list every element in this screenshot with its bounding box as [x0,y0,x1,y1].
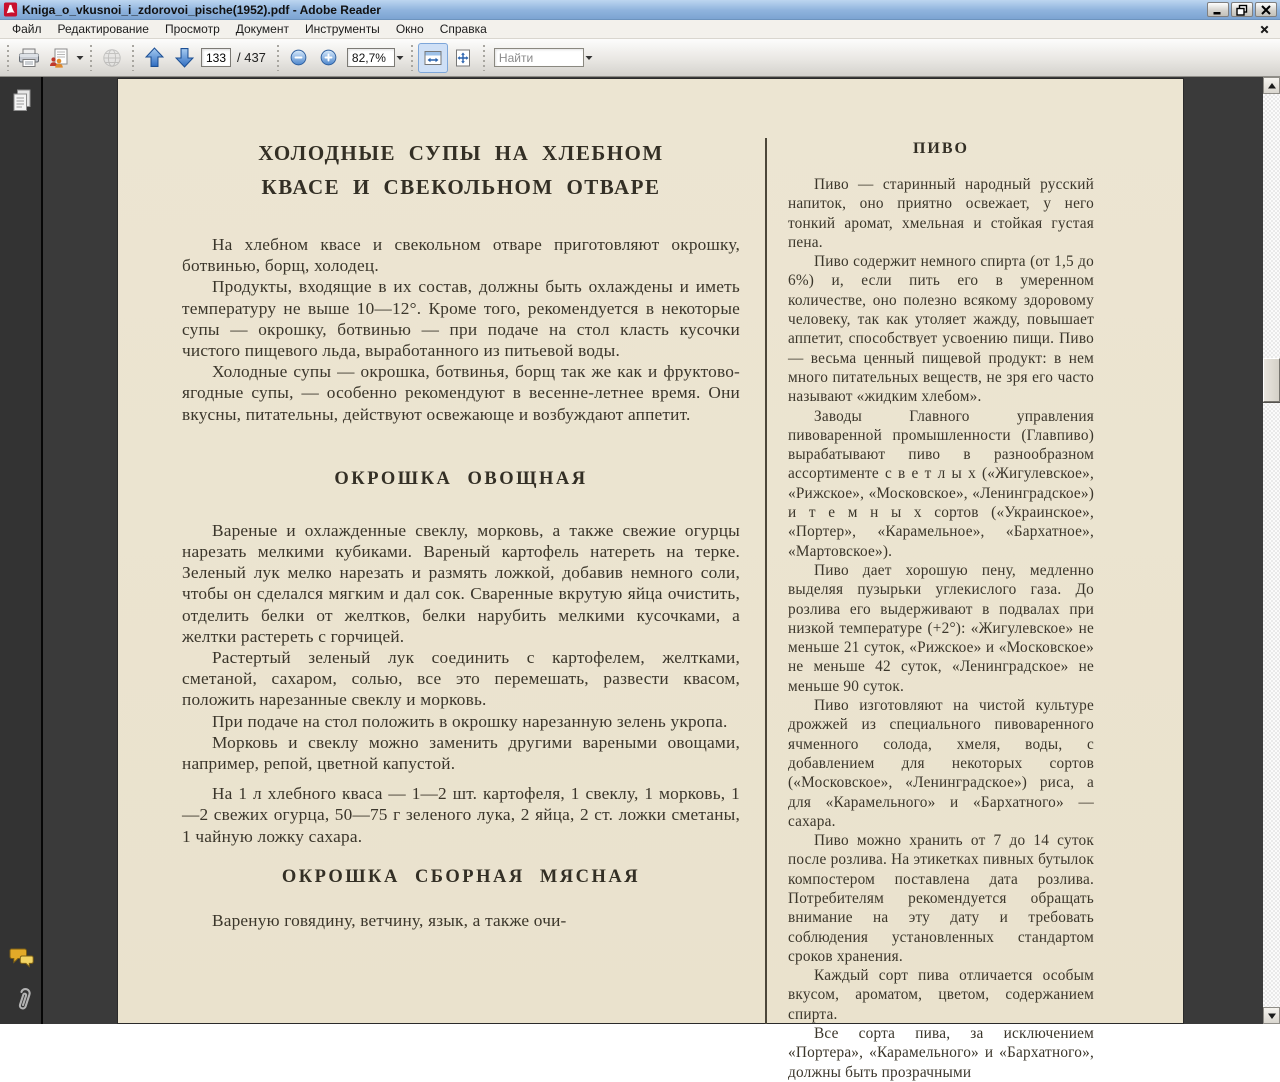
arrow-down-icon [175,47,194,68]
scroll-down-button[interactable] [1263,1007,1280,1024]
close-icon [1259,4,1273,16]
paragraph: При подаче на стол положить в окрошку нарезанную зелень укропа. [212,711,728,731]
toolbar-separator [131,45,135,71]
paragraph: Вареную говядину, ветчину, язык, а также очи- [212,910,567,930]
paragraph: Вареные и охлажденные свеклу, морковь, а также свежие огурцы нарезать мелкими кубиками. Вареный картофель натереть на терке. Зеленый лук мелко нарезать и размять ложкой, добавив немного соли, чтобы он сделался мягким и дал сок. Сваренные вкрутую яйца очистить, отделить белки от желтков, белки нарубить мелкими кусочками, а желтки растереть с горчицей. [182,520,740,646]
find-input[interactable] [494,48,584,67]
toolbar-separator [410,45,414,71]
toolbar-separator [276,45,280,71]
page-number-input[interactable] [201,48,231,67]
pages-panel-button[interactable] [8,87,36,115]
toolbar-separator [89,45,93,71]
previous-page-button[interactable] [139,43,169,73]
zoom-out-icon [290,49,307,66]
menu-item-help[interactable]: Справка [439,22,487,36]
restore-button[interactable] [1231,2,1253,17]
article-heading-cold-soups: ХОЛОДНЫЕ СУПЫ НА ХЛЕБНОМ КВАСЕ И СВЕКОЛЬНОМ ОТВАРЕ [258,141,664,199]
pdf-page [117,78,1184,1081]
comments-panel-button[interactable] [8,944,36,972]
collaborate-dropdown-chevron-icon[interactable] [74,44,85,72]
paragraph: Холодные супы — окрошка, ботвинья, борщ так же как и фруктово-ягодные супы, — особенно рекомендуют в весенне-летнее время. Они вкусны, питательны, действуют освежающе и возбуждают аппетит. [182,362,740,424]
menu-item-document[interactable]: Документ [235,22,289,36]
main-area [0,77,1280,1081]
menu-item-edit[interactable]: Редактирование [57,22,149,36]
restore-icon [1235,4,1249,16]
print-button[interactable] [14,43,44,73]
minimize-icon [1211,4,1225,16]
paragraph: Все сорта пива, за исключением «Портера», «Карамельного» и «Бархатного», должны быть прозрачными [788,1025,1094,1081]
paperclip-icon [6,983,37,1017]
pages-icon [11,88,33,114]
document-viewport[interactable] [43,77,1263,1081]
zoom-dropdown-chevron-icon[interactable] [395,44,406,72]
zoom-in-icon [320,49,337,66]
page-total-label: / 437 [237,50,266,65]
adobe-reader-app-icon[interactable] [3,2,18,17]
article-heading-beer: ПИВО [912,140,969,157]
scrollbar-thumb[interactable] [1263,358,1280,402]
title-bar [0,0,1280,20]
recipe-heading-okroshka-meat: ОКРОШКА СБОРНАЯ МЯСНАЯ [281,866,641,887]
window-title: Kniga_o_vkusnoi_i_zdorovoi_pische(1952).pdf - Adobe Reader [22,2,381,17]
vertical-scrollbar [1263,77,1280,1024]
find-toolbar [494,44,595,72]
toolbar [0,39,1280,77]
find-dropdown-chevron-icon[interactable] [584,44,595,72]
next-page-button[interactable] [169,43,199,73]
scroll-up-arrow-icon [1267,82,1277,90]
paragraph: Пиво содержит немного спирта (от 1,5 до 6%) и, если пить его в умеренном количестве, оно полезно всякому здоровому человеку, так как утоляет жажду, повышает аппетит, способствует усвоению пищи. Пиво — весьма ценный пищевой продукт: в нем много питательных веществ, не зря его часто называют «жидким хлебом». [788,253,1094,406]
pdf-right-column [788,140,1094,1082]
printer-icon [18,48,40,68]
fit-page-icon [454,49,472,67]
arrow-up-icon [145,47,164,68]
toolbar-grip [6,45,10,71]
fit-page-button[interactable] [448,43,478,73]
comments-icon [9,947,35,969]
paragraph: Продукты, входящие в их состав, должны быть охлаждены и иметь температуру не выше 10—12°. Кроме того, рекомендуется в некоторые супы — окрошку, ботвинью — при подаче на стол класть кусочки чистого пищевого льда, выработанного из питьевой воды. [182,277,740,361]
zoom-level-value: 82,7% [347,48,395,67]
paragraph: Растертый зеленый лук соединить с картофелем, желтками, сметаной, сахаром, солью, все это перемешать, развести квасом, положить нарезанные свеклу и морковь. [182,648,740,710]
menu-bar [0,20,1280,39]
zoom-level-select[interactable] [347,44,406,72]
toolbar-separator [482,45,486,71]
paragraph: Пиво можно хранить от 7 до 14 суток после розлива. На этикетках пивных бутылок компостером поставлена дата розлива. Потребителям рекомендуется обращать внимание на эту дату и требовать соблюдения установленных стандартом сроков хранения. [788,832,1094,965]
navigation-panel [0,77,43,1024]
collaborate-button[interactable] [44,43,74,73]
scroll-down-arrow-icon [1267,1012,1277,1020]
minimize-button[interactable] [1207,2,1229,17]
zoom-out-button[interactable] [284,43,314,73]
paragraph: Пиво — старинный народный русский напиток, оно приятно освежает, у него тонкий аромат, хмельная и стойкая густая пена. [788,176,1094,251]
scroll-up-button[interactable] [1263,77,1280,94]
paragraph: Каждый сорт пива отличается особым вкусом, ароматом, цветом, содержанием спирта. [788,967,1094,1023]
attachments-panel-button[interactable] [8,986,36,1014]
fit-width-icon [424,49,442,67]
recipe-ingredients: На 1 л хлебного кваса — 1—2 шт. картофеля, 1 свеклу, 1 морковь, 1—2 свежих огурца, 50—75 г зеленого лука, 2 яйца, 2 ст. ложки сметаны, 1 чайную ложку сахара. [182,784,740,846]
collaborate-icon [48,48,70,68]
paragraph: Пиво дает хорошую пену, медленно выделяя пузырьки углекислого газа. До розлива его выдерживают в подвалах при низкой температуре (+2°): «Жигулевское» не меньше 21 суток, «Рижское» и «Московское» не меньше 42 суток, «Ленинградское» не меньше 90 суток. [788,561,1094,695]
menu-item-view[interactable]: Просмотр [164,22,220,36]
paragraph: Заводы Главного управления пивоваренной промышленности (Главпиво) вырабатывают пиво в разнообразном ассортименте с в е т л ы х («Жигулевское», «Рижское», «Московское», «Ленинградское») и т е м н ы х сортов («Украинское», «Портер», «Карамельное», «Бархатное», «Мартовское»). [788,407,1094,560]
recipe-heading-okroshka-vegetable: ОКРОШКА ОВОЩНАЯ [334,468,588,489]
zoom-in-button[interactable] [314,43,344,73]
menu-item-tools[interactable]: Инструменты [304,22,380,36]
paragraph: Морковь и свеклу можно заменить другими вареными овощами, например, репой, цветной капустой. [182,732,740,774]
paragraph: Пиво изготовляют на чистой культуре дрожжей из специального пивоваренного ячменного солода, хмеля, воды, с добавлением для некоторых сортов («Московское», «Ленинградское») риса, а для «Карамельного» и «Бархатного» — сахара. [788,697,1094,830]
fit-width-button[interactable] [418,43,448,73]
scrollbar-track[interactable] [1263,94,1280,1007]
menu-item-file[interactable]: Файл [12,22,42,36]
close-document-icon[interactable] [1256,22,1272,36]
close-button[interactable] [1255,2,1277,17]
acrobat-com-button-disabled [97,43,127,73]
paragraph: На хлебном квасе и свекольном отваре приготовляют окрошку, ботвинью, борщ, холодец. [182,235,740,276]
pdf-left-column [182,136,740,931]
column-divider [765,138,767,1024]
menu-item-window[interactable]: Окно [395,22,424,36]
globe-icon [102,48,122,68]
